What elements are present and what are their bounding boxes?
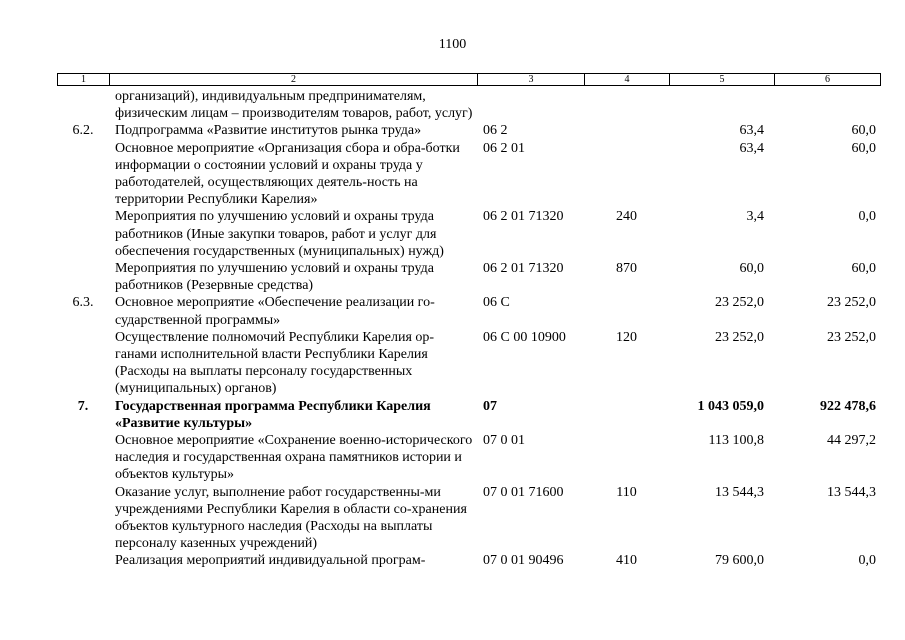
row-expense-type: 110 — [616, 484, 637, 500]
row-expense-type — [584, 294, 669, 328]
row-amount-col6: 0,0 — [858, 553, 876, 569]
row-amount-col6 — [774, 88, 880, 122]
header-cell-6: 6 — [775, 74, 881, 86]
row-amount-col6: 23 252,0 — [827, 329, 876, 345]
header-cell-5: 5 — [670, 74, 775, 86]
header-cell-4: 4 — [585, 74, 670, 86]
row-code: 06 С 00 10900 — [483, 329, 566, 345]
row-code — [477, 88, 584, 122]
table-row — [57, 329, 880, 398]
row-name: Осуществление полномочий Республики Карелия ор-ганами исполнительной власти Республики Карелия (Расходы на выплаты персоналу государственных (муниципальных) органов) — [115, 329, 435, 397]
row-amount-col5: 113 100,8 — [708, 433, 764, 449]
table-row — [57, 260, 880, 294]
row-number: 6.2. — [72, 123, 94, 139]
table-row — [57, 208, 880, 260]
header-row — [58, 74, 881, 86]
table-row — [57, 484, 880, 553]
row-name: Основное мероприятие «Организация сбора и обра-ботки информации о состоянии условий и охраны труда у работодателей, осуществляющих деятель-ность на территории Республики Карелия» — [115, 140, 460, 208]
row-amount-col5: 23 252,0 — [715, 295, 764, 311]
row-name: Реализация мероприятий индивидуальной програм- — [115, 553, 426, 569]
row-amount-col5: 3,4 — [746, 209, 764, 225]
table-row — [57, 294, 880, 328]
row-code: 07 0 01 90496 — [483, 553, 564, 569]
row-amount-col5: 63,4 — [739, 123, 764, 139]
row-number: 6.3. — [72, 295, 94, 311]
column-number-header — [57, 73, 881, 86]
row-number: 7. — [77, 398, 89, 414]
table-row — [57, 432, 880, 484]
page-number: 1100 — [438, 37, 467, 52]
row-expense-type — [584, 398, 669, 432]
row-amount-col6: 44 297,2 — [827, 433, 876, 449]
row-number — [57, 552, 109, 569]
row-code: 06 2 01 — [483, 140, 525, 156]
row-amount-col5 — [669, 88, 774, 122]
row-code: 07 0 01 — [483, 433, 525, 449]
row-code: 07 — [483, 398, 497, 414]
row-amount-col5: 13 544,3 — [715, 484, 764, 500]
row-amount-col6: 922 478,6 — [820, 398, 876, 414]
row-number — [57, 329, 109, 398]
row-amount-col5: 79 600,0 — [715, 553, 764, 569]
row-expense-type — [584, 140, 669, 209]
row-name: Подпрограмма «Развитие институтов рынка труда» — [115, 123, 422, 139]
row-code: 06 2 — [483, 123, 508, 139]
row-amount-col6: 60,0 — [851, 123, 876, 139]
header-cell-1: 1 — [58, 74, 110, 86]
row-name: Мероприятия по улучшению условий и охраны труда работников (Иные закупки товаров, работ и услуг для обеспечения государственных (муниципальных) нужд) — [115, 209, 444, 259]
table-row — [57, 140, 880, 209]
row-number — [57, 260, 109, 294]
table-row — [57, 552, 880, 569]
row-name: Оказание услуг, выполнение работ государственны-ми учреждениями Республики Карелия в области со-хранения объектов культурного наследия (Расходы на выплаты персоналу казенных учреждений) — [115, 484, 467, 552]
header-cell-3: 3 — [478, 74, 585, 86]
row-number — [57, 432, 109, 484]
row-code: 06 2 01 71320 — [483, 209, 564, 225]
row-expense-type — [584, 88, 669, 122]
row-expense-type: 120 — [616, 329, 637, 345]
row-amount-col5: 1 043 059,0 — [697, 398, 764, 414]
row-amount-col6: 60,0 — [851, 261, 876, 277]
row-amount-col5: 23 252,0 — [715, 329, 764, 345]
row-code: 07 0 01 71600 — [483, 484, 564, 500]
row-code: 06 2 01 71320 — [483, 261, 564, 277]
row-amount-col6: 0,0 — [858, 209, 876, 225]
table-row — [57, 398, 880, 432]
row-amount-col6: 13 544,3 — [827, 484, 876, 500]
row-number — [57, 88, 109, 122]
row-name: Государственная программа Республики Карелия «Развитие культуры» — [115, 398, 431, 431]
table-row — [57, 88, 880, 122]
row-expense-type — [584, 122, 669, 139]
row-name: организаций), индивидуальным предпринимателям, физическим лицам – производителям товаров, работ, услуг) — [115, 89, 473, 122]
row-number — [57, 140, 109, 209]
row-expense-type — [584, 432, 669, 484]
header-cell-2: 2 — [110, 74, 478, 86]
table-row — [57, 122, 880, 139]
row-expense-type: 410 — [616, 553, 637, 569]
row-amount-col5: 60,0 — [739, 261, 764, 277]
row-expense-type: 240 — [616, 209, 637, 225]
budget-table — [57, 88, 880, 570]
row-number — [57, 208, 109, 260]
row-code: 06 С — [483, 295, 510, 311]
row-number — [57, 484, 109, 553]
row-name: Основное мероприятие «Обеспечение реализации го-сударственной программы» — [115, 295, 435, 328]
row-amount-col6: 23 252,0 — [827, 295, 876, 311]
row-name: Мероприятия по улучшению условий и охраны труда работников (Резервные средства) — [115, 261, 434, 294]
row-name: Основное мероприятие «Сохранение военно-исторического наследия и государственная охрана памятников истории и объектов культуры» — [115, 433, 473, 483]
row-amount-col6: 60,0 — [851, 140, 876, 156]
row-amount-col5: 63,4 — [739, 140, 764, 156]
row-expense-type: 870 — [616, 261, 637, 277]
